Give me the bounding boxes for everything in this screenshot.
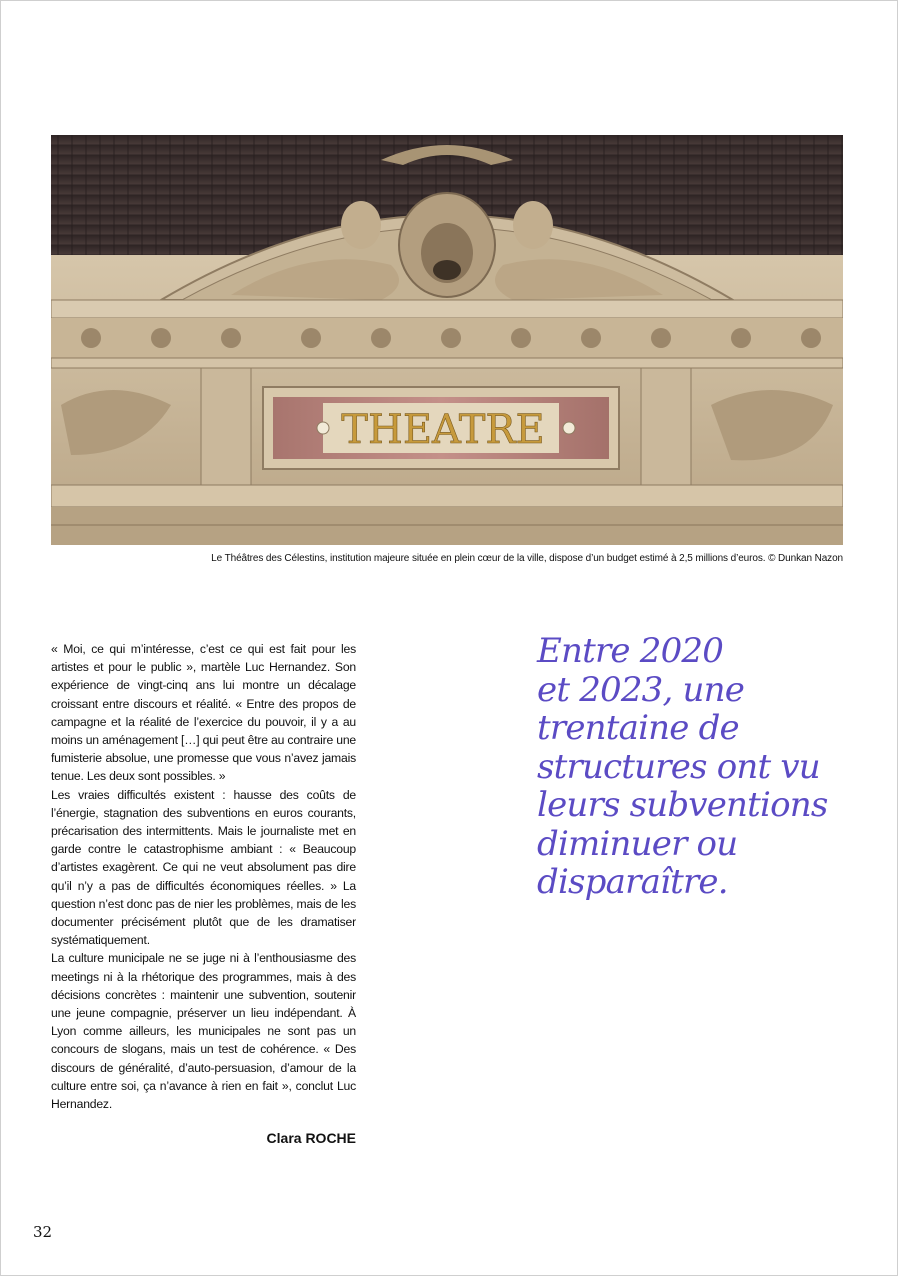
pull-quote-line: trentaine de xyxy=(537,708,739,748)
pull-quote-line: et 2023, une xyxy=(537,669,745,710)
article-body xyxy=(51,640,356,1113)
pull-quote-line: leurs subventions xyxy=(537,785,828,825)
pull-quote-line: diminuer ou xyxy=(537,823,738,864)
paragraph: Les vraies difficultés existent : hausse des coûts de l’énergie, stagnation des subventions en euros courants, précarisation des intermittents. Mais le journaliste met en garde contre le catastrophisme ambiant : « Beaucoup d’artistes exagèrent. Ce qui ne veut absolument pas dire qu’il n’y a pas de difficultés économiques réelles. » La question n’est donc pas de nier les problèmes, mais de les documenter précisément plutôt que de les dramatiser systématiquement. xyxy=(51,787,356,948)
pull-quote xyxy=(537,632,857,902)
theatre-facade-photo xyxy=(51,135,843,545)
theatre-facade-illustration xyxy=(51,135,843,545)
pull-quote-line: structures ont vu xyxy=(537,746,820,787)
pull-quote-line: Entre 2020 xyxy=(537,631,724,671)
paragraph: La culture municipale ne se juge ni à l’enthousiasme des meetings ni à la rhétorique des programmes, mais à des décisions concrètes : maintenir une subvention, soutenir une jeune compagnie, préserver un lieu indépendant. À Lyon comme ailleurs, les municipales ne sont pas un concours de slogans, mais un test de cohérence. « Des discours de généralité, d’auto-persuasion, d’amour de la culture entre soi, ça n’avance à rien en fait », conclut Luc Hernandez. xyxy=(51,951,356,1112)
theatre-sign-text: THEATRE xyxy=(341,407,545,453)
pull-quote-line: disparaître. xyxy=(537,862,728,902)
photo-caption: Le Théâtres des Célestins, institution majeure située en plein cœur de la ville, dispose d’un budget estimé à 2,5 millions d’euros. © Dunkan Nazon xyxy=(211,553,843,564)
paragraph: « Moi, ce qui m’intéresse, c’est ce qui est fait pour les artistes et pour le public », martèle Luc Hernandez. Son expérience de vingt-cinq ans lui montre un décalage croissant entre discours et réalité. « Entre des propos de campagne et la réalité de l’exercice du pouvoir, il y a au moins un aménagement […] qui peut être au contraire une fumisterie absolue, une promesse que vous n’avez jamais tenue. Les deux sont possibles. » xyxy=(51,642,356,784)
page-number: 32 xyxy=(33,1223,53,1241)
author-name: Clara ROCHE xyxy=(266,1130,356,1146)
